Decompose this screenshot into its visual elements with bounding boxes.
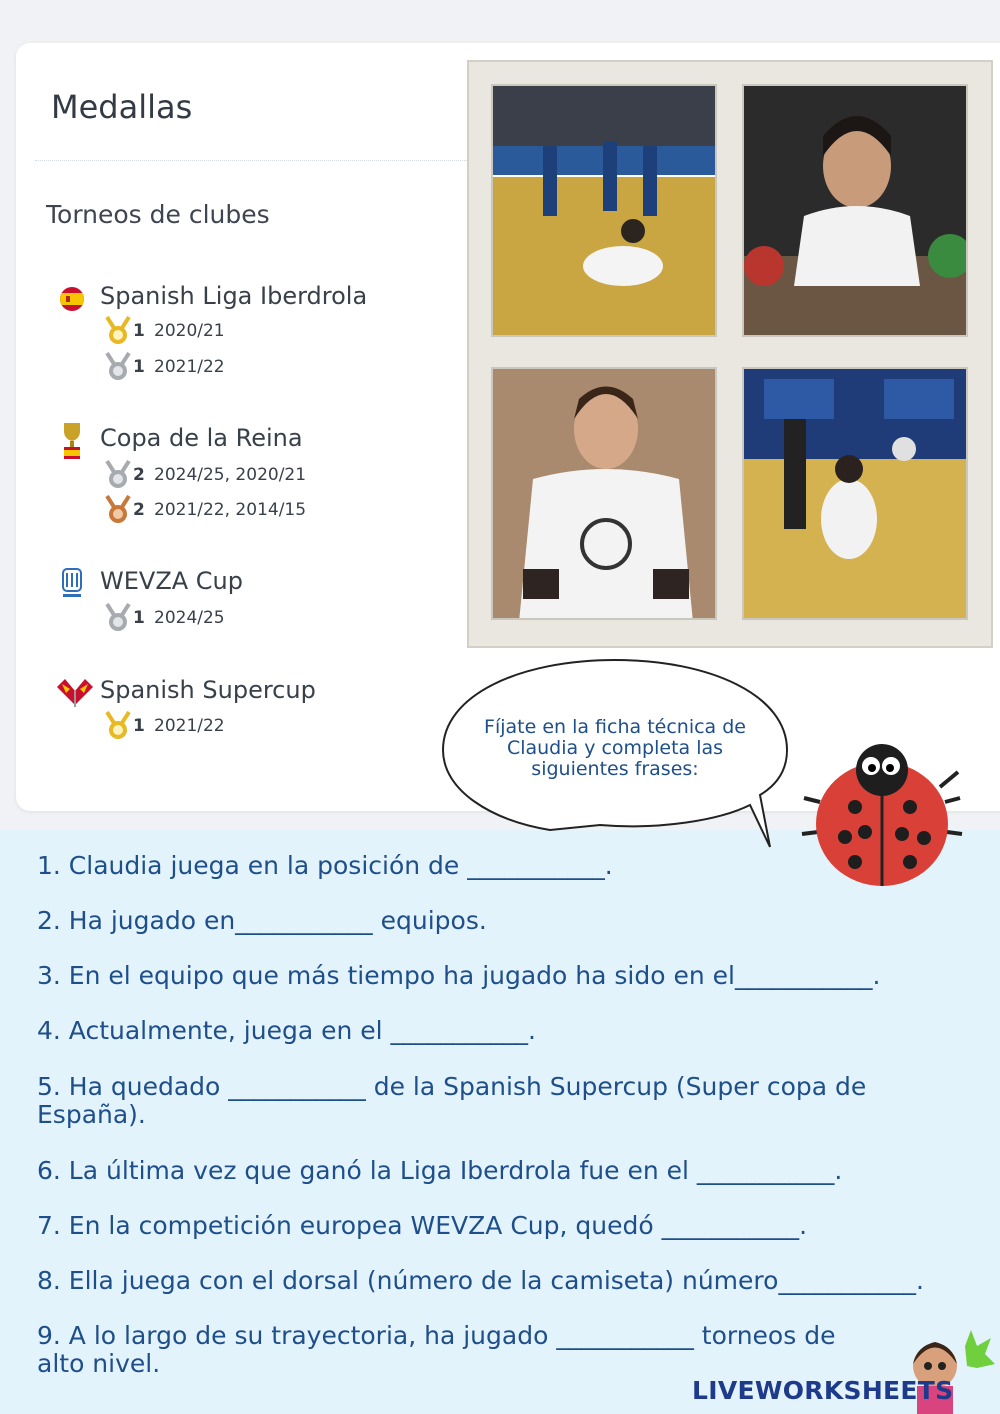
question-8: 8. Ella juega con el dorsal (número de la camiseta) número___________. [37,1266,924,1295]
question-9-continued: alto nivel. [37,1349,161,1378]
medal-years: 2021/22 [154,716,225,736]
medal-count: 2 [133,465,145,485]
ladybug-icon [800,742,965,892]
volleyball-action-photo [491,84,717,337]
player-portrait-photo [742,84,968,337]
medal-count: 1 [133,608,145,628]
question-9: 9. A lo largo de su trayectoria, ha jugado ___________ torneos de [37,1321,836,1350]
player-celebration-photo [491,367,717,620]
question-5-continued: España). [37,1100,146,1129]
question-1: 1. Claudia juega en la posición de ___________. [37,851,613,880]
section-title: Torneos de clubes [46,200,270,229]
question-4: 4. Actualmente, juega en el ___________. [37,1016,536,1045]
medal-count: 1 [133,321,145,341]
medal-years: 2021/22, 2014/15 [154,500,307,520]
tournament-name: Spanish Supercup [100,676,316,704]
volleyball-reception-photo [742,367,968,620]
card-title: Medallas [51,88,193,126]
bubble-instruction: Fíjate en la ficha técnica de Claudia y completa las siguientes frases: [484,716,746,780]
silver-medal-icon [104,352,132,382]
medal-years: 2020/21 [154,321,225,341]
medal-years: 2024/25, 2020/21 [154,465,307,485]
tournament-name: Spanish Liga Iberdrola [100,282,368,310]
medal-count: 1 [133,716,145,736]
question-2: 2. Ha jugado en___________ equipos. [37,906,487,935]
spain-flag-icon [52,282,92,316]
supercup-flags-icon [52,676,98,710]
wevza-logo-icon [52,567,92,601]
tournament-name: WEVZA Cup [100,567,244,595]
silver-medal-icon [104,603,132,633]
tournament-name: Copa de la Reina [100,424,303,452]
question-5: 5. Ha quedado ___________ de la Spanish Supercup (Super copa de [37,1072,867,1101]
gold-medal-icon [104,316,132,346]
medal-count: 2 [133,500,145,520]
medal-count: 1 [133,357,145,377]
card-divider [35,160,475,161]
trophy-icon [52,424,92,458]
gold-medal-icon [104,711,132,741]
silver-medal-icon [104,460,132,490]
liveworksheets-logo: LIVEWORKSHEETS [692,1376,954,1405]
medal-years: 2021/22 [154,357,225,377]
question-7: 7. En la competición europea WEVZA Cup, quedó ___________. [37,1211,808,1240]
question-3: 3. En el equipo que más tiempo ha jugado ha sido en el___________. [37,961,881,990]
bronze-medal-icon [104,495,132,525]
medal-years: 2024/25 [154,608,225,628]
photo-collage [467,60,993,648]
question-6: 6. La última vez que ganó la Liga Iberdrola fue en el ___________. [37,1156,843,1185]
